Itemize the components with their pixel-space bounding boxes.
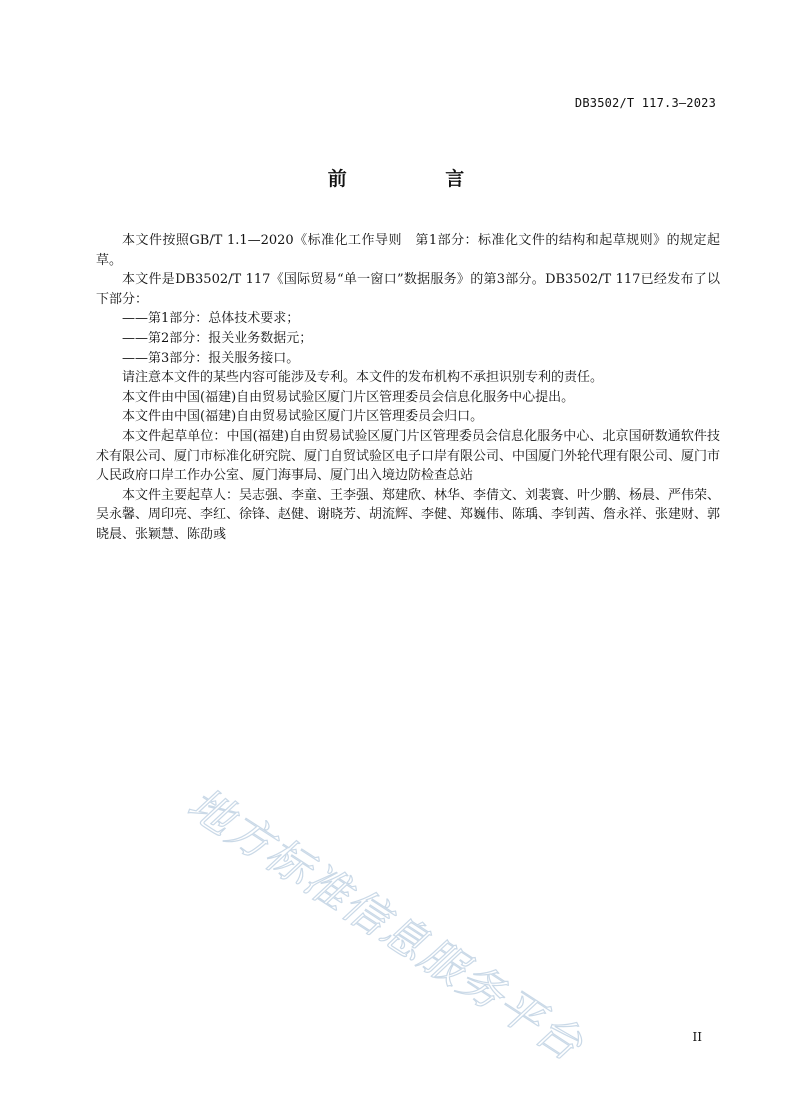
paragraph-series-intro: 本文件是DB3502/T 117《国际贸易“单一窗口”数据服务》的第3部分。DB3502/T 117已经发布了以下部分：	[96, 272, 720, 307]
page-number: II	[692, 1030, 702, 1044]
paragraph-drafters: 本文件主要起草人：吴志强、李童、王李强、郑建欣、林华、李倩文、刘裴寰、叶少鹏、杨晨、严伟荣、吴永馨、周印亮、李红、徐锋、赵健、谢晓芳、胡流辉、李健、郑巍伟、陈瑀、李钊茜、詹永祥、张建财、郭晓晨、张颖慧、陈劭彧	[96, 487, 721, 542]
paragraph-patent-notice: 请注意本文件的某些内容可能涉及专利。本文件的发布机构不承担识别专利的责任。	[122, 370, 604, 386]
paragraph-proposer: 本文件由中国(福建)自由贸易试验区厦门片区管理委员会信息化服务中心提出。	[122, 389, 575, 405]
list-item-part-3: ——第3部分：报关服务接口。	[122, 350, 300, 366]
foreword-body	[96, 231, 720, 545]
watermark: 地方标准信息服务平台	[178, 778, 593, 1072]
document-code: DB3502/T 117.3—2023	[574, 96, 716, 110]
paragraph-drafting-rules: 本文件按照GB/T 1.1—2020《标准化工作导则 第1部分：标准化文件的结构和起草规则》的规定起草。	[96, 233, 720, 268]
paragraph-drafting-units: 本文件起草单位：中国(福建)自由贸易试验区厦门片区管理委员会信息化服务中心、北京国研数通软件技术有限公司、厦门市标准化研究院、厦门自贸试验区电子口岸有限公司、中国厦门外轮代理有限公司、厦门市人民政府口岸工作办公室、厦门海事局、厦门出入境边防检查总站	[96, 428, 721, 484]
page-title: 前 言	[327, 168, 511, 190]
paragraph-administrator: 本文件由中国(福建)自由贸易试验区厦门片区管理委员会归口。	[122, 409, 484, 425]
list-item-part-1: ——第1部分：总体技术要求；	[122, 311, 300, 327]
list-item-part-2: ——第2部分：报关业务数据元；	[122, 330, 313, 346]
